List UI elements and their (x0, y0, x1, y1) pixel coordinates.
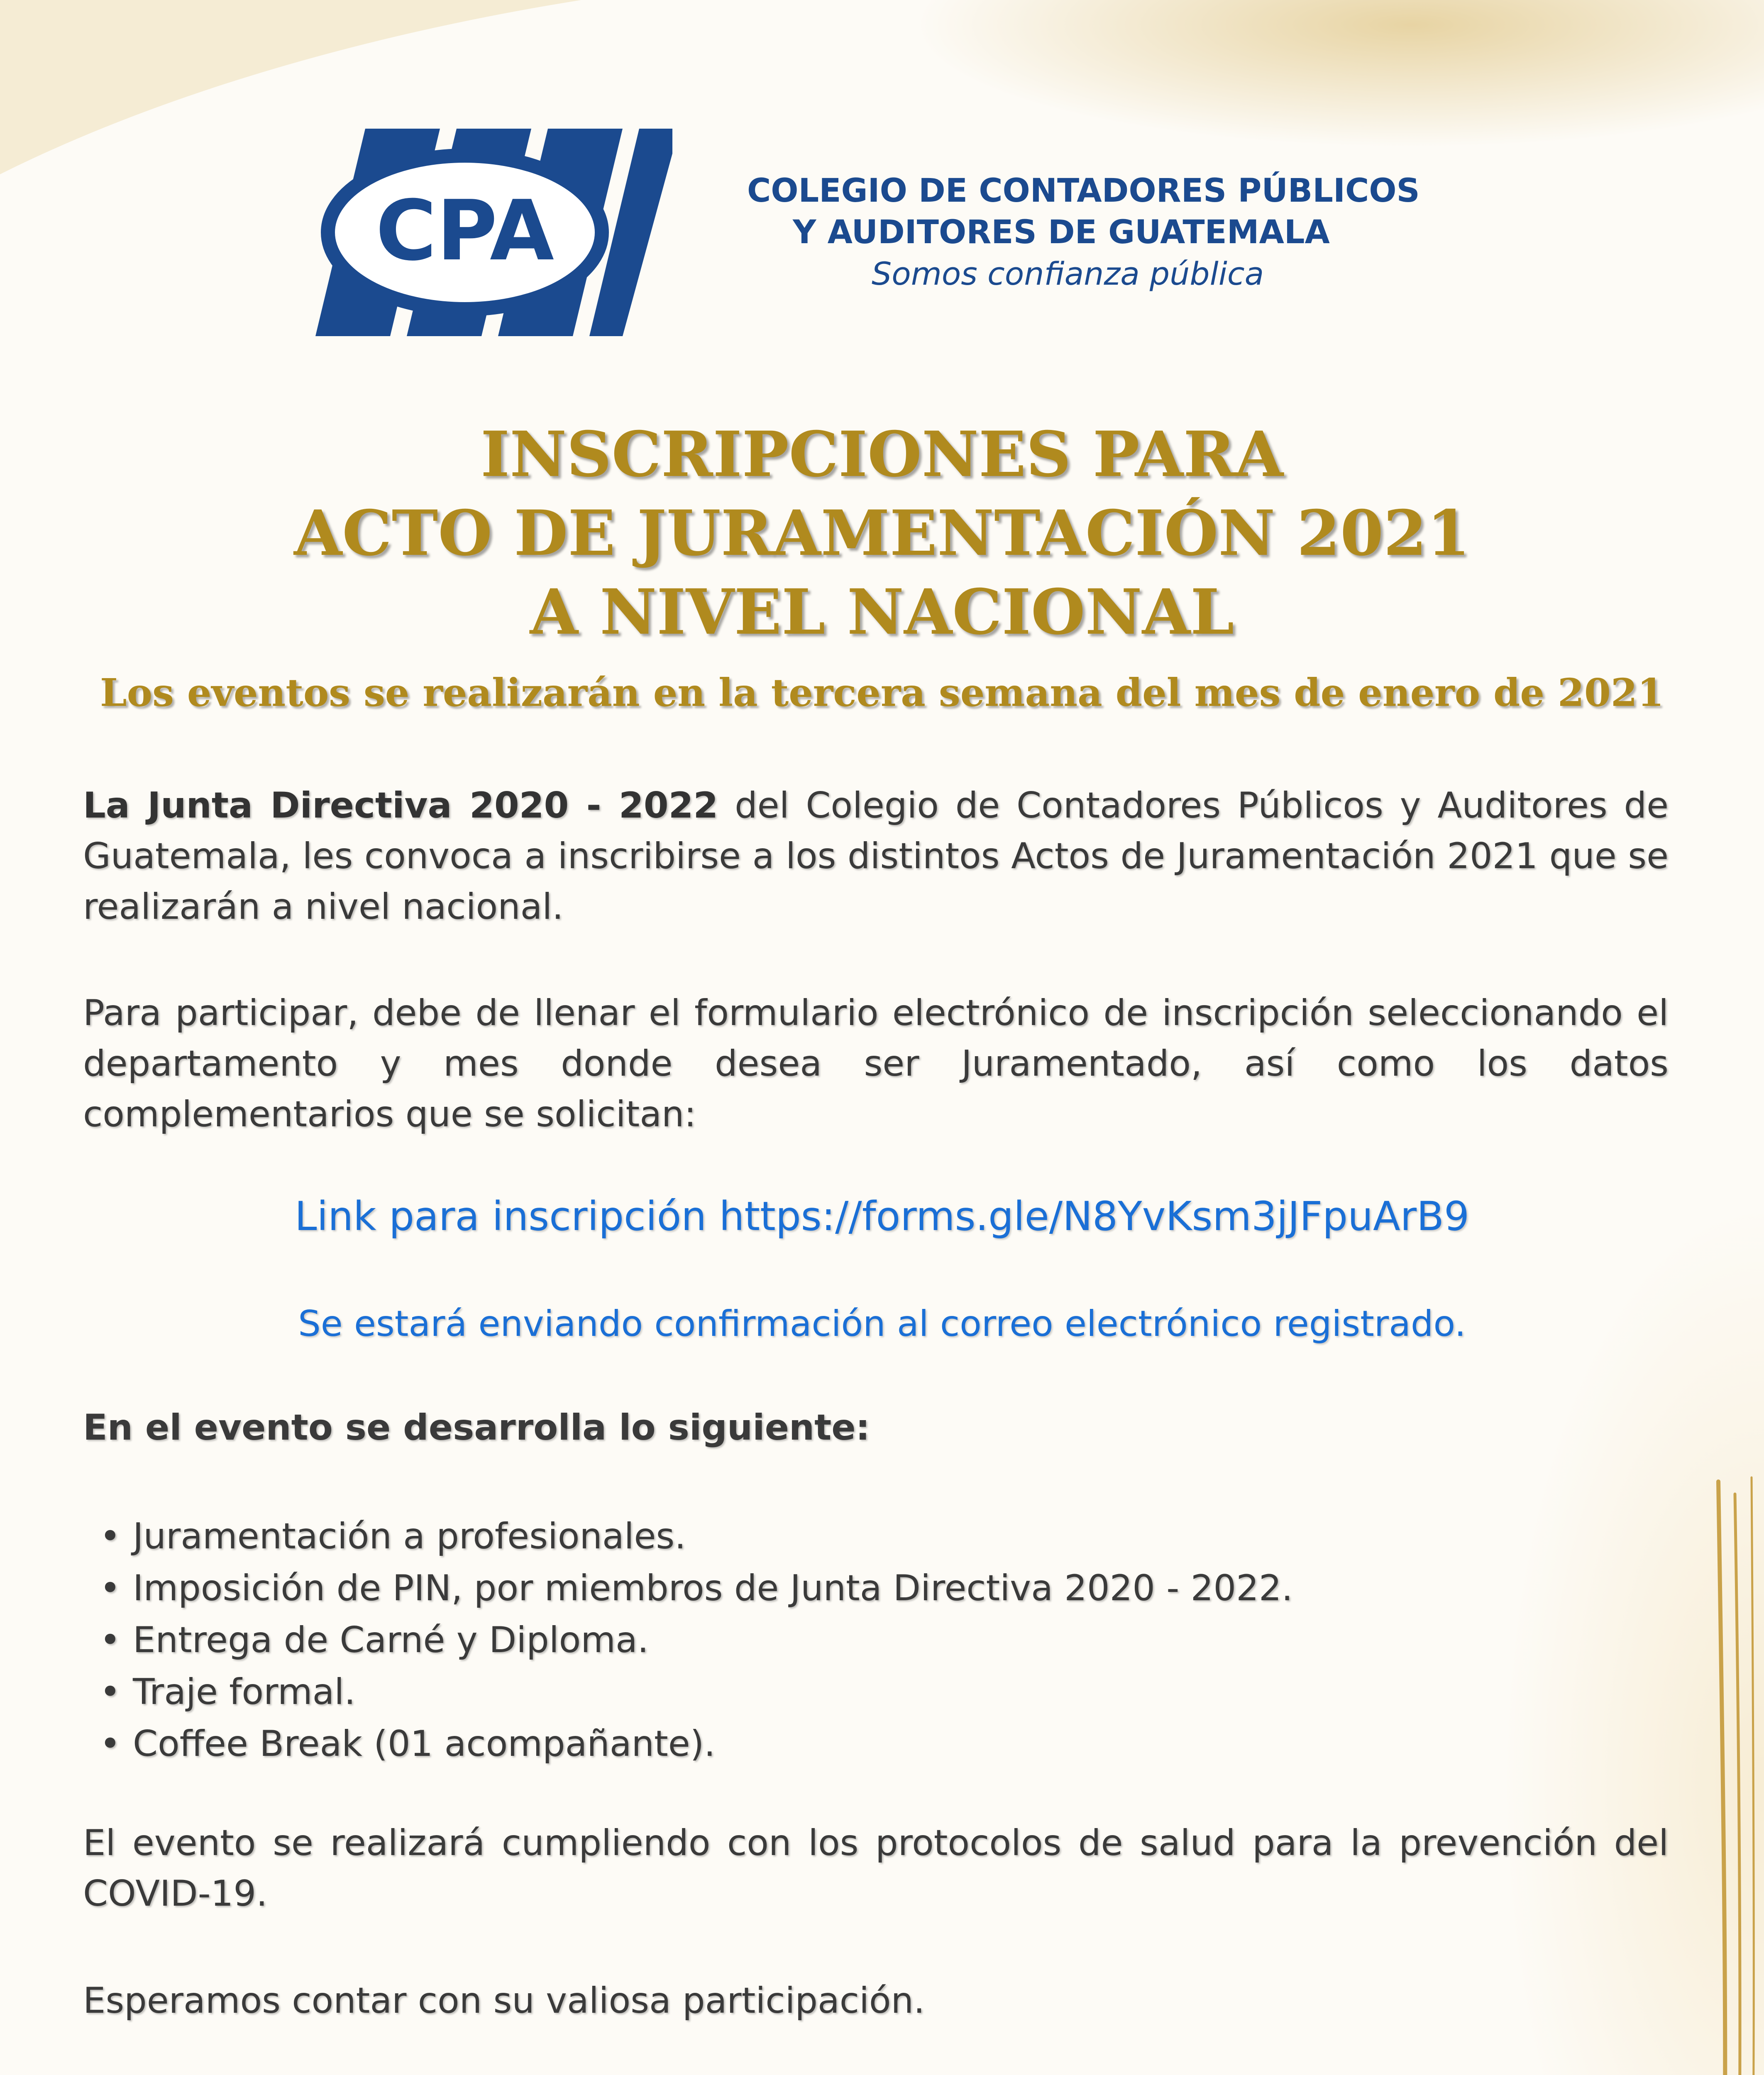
title-line3: A NIVEL NACIONAL (530, 576, 1234, 649)
event-list (100, 1511, 1552, 1770)
list-item: • Traje formal. (100, 1666, 1552, 1718)
page-title (0, 415, 1764, 652)
bullet-icon: • (100, 1619, 121, 1661)
confirmation-note: Se estará enviando confirmación al correo electrónico registrado. (298, 1303, 1466, 1345)
instructions-paragraph: Para participar, debe de llenar el formulario electrónico de inscripción seleccionando el departamento y mes donde desea ser Juramentado, así como los datos complementarios que se solicitan: (83, 992, 1669, 1135)
org-name-line2: Y AUDITORES DE GUATEMALA (793, 214, 1330, 251)
bullet-icon: • (100, 1723, 121, 1765)
list-item: • Imposición de PIN, por miembros de Junta Directiva 2020 - 2022. (100, 1562, 1552, 1614)
bullet-icon: • (100, 1567, 121, 1609)
organization-name (747, 170, 1453, 253)
bullet-icon: • (100, 1516, 121, 1557)
title-line2: ACTO DE JURAMENTACIÓN 2021 (293, 497, 1471, 570)
list-item: • Coffee Break (01 acompañante). (100, 1718, 1552, 1770)
closing-note: Esperamos contar con su valiosa participación. (83, 1980, 925, 2021)
event-heading: En el evento se desarrolla lo siguiente: (83, 1407, 870, 1448)
cpa-logo (315, 129, 672, 336)
org-name-line1: COLEGIO DE CONTADORES PÚBLICOS (747, 172, 1420, 210)
bullet-icon: • (100, 1671, 121, 1713)
list-item: • Juramentación a profesionales. (100, 1511, 1552, 1562)
page-subtitle: Los eventos se realizarán en la tercera semana del mes de enero de 2021 (100, 670, 1664, 715)
intro-bold-lead: La Junta Directiva 2020 - 2022 (83, 785, 718, 826)
tagline: Somos confianza pública (872, 255, 1264, 292)
intro-text: del Colegio de Contadores Públicos y Auditores de Guatemala, les convoca a inscribirse a los distintos Actos de Juramentación 2021 que se realizarán a nivel nacional. (83, 785, 1669, 928)
intro-paragraph (83, 780, 1669, 932)
registration-link[interactable]: Link para inscripción https://forms.gle/N8YvKsm3jJFpuArB9 (294, 1193, 1470, 1240)
health-note: El evento se realizará cumpliendo con los protocolos de salud para la prevención del COVID-19. (83, 1822, 1669, 1914)
list-item: • Entrega de Carné y Diploma. (100, 1614, 1552, 1666)
title-line1: INSCRIPCIONES PARA (480, 418, 1284, 491)
svg-text:CPA: CPA (376, 183, 554, 279)
